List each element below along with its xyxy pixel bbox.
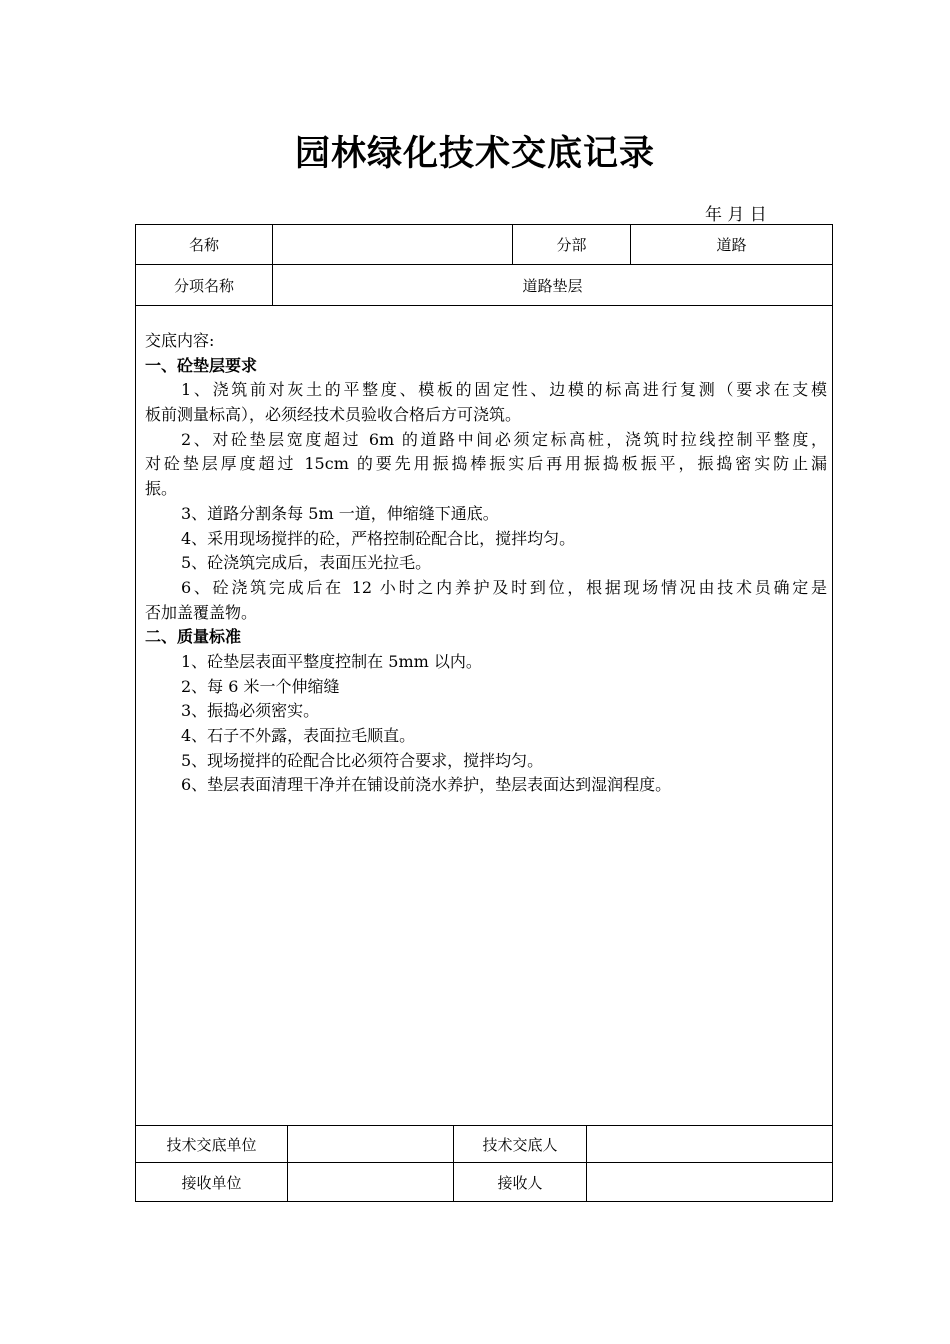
content-line: 板前测量标高），必须经技术员验收合格后方可浇筑。	[145, 405, 522, 425]
content-line: 6、砼浇筑完成后在 12 小时之内养护及时到位，根据现场情况由技术员确定是	[181, 577, 827, 597]
content-line: 5、砼浇筑完成后，表面压光拉毛。	[181, 553, 432, 573]
tech-person-label: 技术交底人	[482, 1135, 558, 1154]
content-line: 对砼垫层厚度超过 15cm 的要先用振捣棒振实后再用振捣板振平，振捣密实防止漏	[145, 454, 827, 474]
disclosure-content	[145, 329, 827, 798]
tech-unit-value[interactable]	[288, 1126, 453, 1162]
recv-unit-value[interactable]	[288, 1163, 453, 1201]
subitem-label: 分项名称	[173, 276, 234, 295]
recv-unit-label: 接收单位	[181, 1173, 242, 1192]
content-line: 2、每 6 米一个伸缩缝	[181, 676, 340, 696]
tech-person-value[interactable]	[587, 1126, 832, 1162]
content-line: 1、砼垫层表面平整度控制在 5mm 以内。	[181, 651, 482, 671]
content-line: 否加盖覆盖物。	[145, 602, 258, 622]
division-label: 分部	[556, 236, 587, 254]
section-heading-requirements: 一、砼垫层要求	[145, 355, 258, 375]
subitem-value[interactable]: 道路垫层	[522, 276, 583, 295]
content-line: 4、石子不外露，表面拉毛顺直。	[181, 726, 416, 745]
name-label: 名称	[188, 236, 219, 254]
recv-person-label: 接收人	[497, 1173, 543, 1192]
content-line: 1、浇筑前对灰土的平整度、模板的固定性、边模的标高进行复测（要求在支模	[181, 380, 827, 400]
content-line: 6、垫层表面清理干净并在铺设前浇水养护，垫层表面达到湿润程度。	[181, 775, 672, 795]
tech-unit-label: 技术交底单位	[166, 1135, 257, 1154]
row-divider	[135, 305, 833, 306]
content-line: 3、振捣必须密实。	[181, 701, 320, 721]
content-intro: 交底内容:	[145, 331, 215, 350]
document-title: 园林绿化技术交底记录	[294, 134, 655, 174]
recv-person-value[interactable]	[587, 1163, 832, 1201]
content-line: 2、对砼垫层宽度超过 6m 的道路中间必须定标高桩，浇筑时拉线控制平整度，	[181, 429, 827, 449]
content-line: 4、采用现场搅拌的砼，严格控制砼配合比，搅拌均匀。	[181, 528, 576, 548]
division-value[interactable]: 道路	[716, 236, 747, 254]
content-line: 5、现场搅拌的砼配合比必须符合要求，搅拌均匀。	[181, 750, 544, 770]
section-heading-quality: 二、质量标准	[145, 627, 242, 647]
content-line: 振。	[145, 479, 178, 499]
name-value[interactable]	[273, 225, 512, 264]
content-line: 3、道路分割条每 5m 一道，伸缩缝下通底。	[181, 503, 499, 523]
date-line: 年 月 日	[705, 205, 767, 225]
